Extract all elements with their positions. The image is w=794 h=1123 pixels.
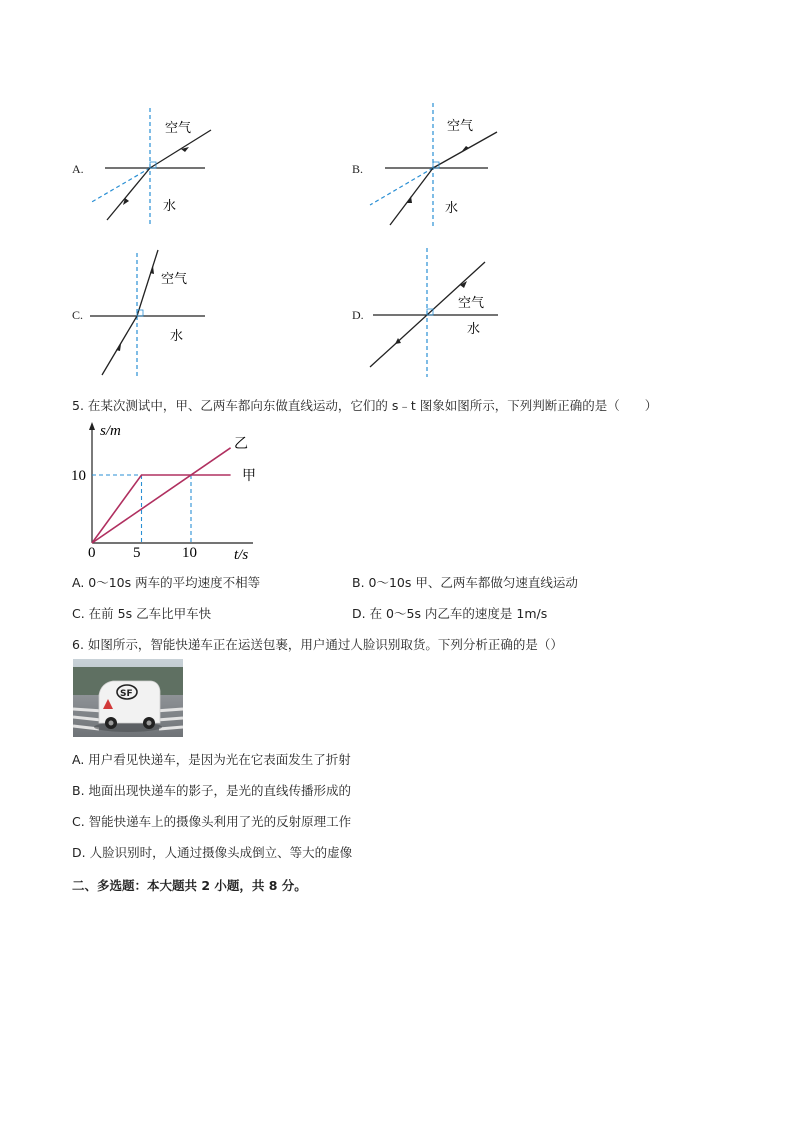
water-label: 水 xyxy=(445,201,459,216)
q5-option-b[interactable]: B. 0～10s 甲、乙两车都做匀速直线运动 xyxy=(352,575,578,590)
q5-option-c[interactable]: C. 在前 5s 乙车比甲车快 xyxy=(72,606,212,621)
option-d-label: D. xyxy=(352,308,364,322)
y-tick-label: 10 xyxy=(71,468,86,484)
s-t-chart xyxy=(68,418,268,566)
refraction-diagram-d xyxy=(365,245,505,380)
refraction-diagram-b xyxy=(365,100,505,230)
series-label-jia: 甲 xyxy=(242,468,256,484)
q6-option-a[interactable]: A. 用户看见快递车，是因为光在它表面发生了折射 xyxy=(72,752,351,767)
q6-option-d[interactable]: D. 人脸识别时，人通过摄像头成倒立、等大的虚像 xyxy=(72,845,353,860)
y-axis-arrow-icon xyxy=(89,422,95,430)
question-5-stem: 5. 在某次测试中，甲、乙两车都向东做直线运动，它们的 s﹣t 图象如图所示，下列判断正确的是（ ） xyxy=(72,398,658,413)
series-line-jia xyxy=(92,475,231,543)
extension-line xyxy=(370,168,433,205)
water-label: 水 xyxy=(467,322,481,337)
option-a-label: A. xyxy=(72,162,84,176)
sf-logo-text: SF xyxy=(120,689,133,699)
refracted-ray xyxy=(107,168,150,220)
refraction-diagram-a xyxy=(85,100,225,230)
option-c-label: C. xyxy=(72,308,84,322)
water-label: 水 xyxy=(163,199,177,214)
series-line-yi xyxy=(92,448,231,543)
refracted-ray xyxy=(137,250,158,316)
q6-option-b[interactable]: B. 地面出现快递车的影子，是光的直线传播形成的 xyxy=(72,783,352,798)
air-label: 空气 xyxy=(447,119,474,134)
air-label: 空气 xyxy=(165,121,192,136)
arrow-icon xyxy=(116,344,121,351)
refraction-diagram-c xyxy=(85,245,225,380)
air-label: 空气 xyxy=(458,296,485,311)
y-axis-label: s/m xyxy=(100,423,121,439)
x-tick-label: 0 xyxy=(88,545,96,561)
x-axis-label: t/s xyxy=(234,547,249,563)
water-label: 水 xyxy=(170,329,184,344)
q5-option-d[interactable]: D. 在 0～5s 内乙车的速度是 1m/s xyxy=(352,606,548,621)
incident-ray xyxy=(102,316,137,375)
x-tick-label: 5 xyxy=(133,545,141,561)
delivery-vehicle-photo xyxy=(73,659,183,737)
q5-option-a[interactable]: A. 0～10s 两车的平均速度不相等 xyxy=(72,575,261,590)
question-6-stem: 6. 如图所示，智能快递车正在运送包裹，用户通过人脸识别取货。下列分析正确的是（） xyxy=(72,637,563,652)
option-b-label: B. xyxy=(352,162,364,176)
refracted-ray xyxy=(433,132,497,168)
incident-ray xyxy=(390,168,433,225)
x-tick-label: 10 xyxy=(182,545,197,561)
section-2-title: 二、多选题：本大题共 2 小题，共 8 分。 xyxy=(72,878,307,893)
air-label: 空气 xyxy=(161,272,188,287)
series-label-yi: 乙 xyxy=(234,436,248,452)
q6-option-c[interactable]: C. 智能快递车上的摄像头利用了光的反射原理工作 xyxy=(72,814,352,829)
extension-line xyxy=(90,168,150,203)
